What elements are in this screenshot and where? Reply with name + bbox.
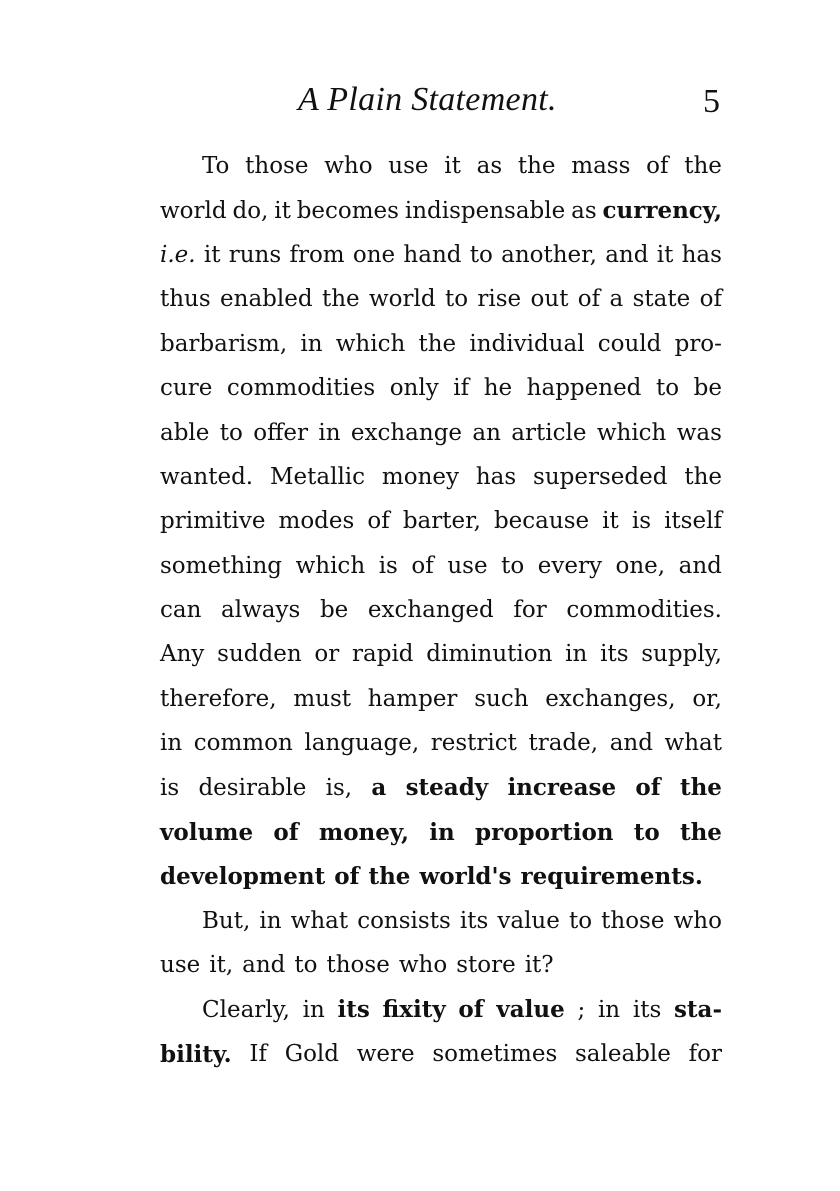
word: in (318, 419, 341, 446)
word: runs (228, 241, 282, 268)
word: because (493, 508, 590, 535)
word: Clearly, (202, 996, 290, 1023)
word: indispensable (404, 197, 566, 224)
word: could (597, 330, 662, 357)
word: But, (202, 907, 251, 934)
body-text (160, 144, 722, 1076)
word: rapid (352, 641, 414, 668)
word: it (274, 197, 291, 224)
word: those (601, 907, 665, 934)
word: has (475, 463, 517, 490)
word: proportion (475, 818, 614, 846)
word: of (577, 286, 601, 313)
word: happened (526, 375, 642, 402)
word: i.e. (160, 241, 196, 268)
word: exchanges, (545, 685, 676, 712)
word: of (458, 996, 484, 1024)
word: one, (615, 552, 666, 579)
word: primitive (160, 508, 266, 535)
word: do, (232, 197, 269, 224)
word: If (249, 1041, 267, 1067)
word: those (326, 952, 390, 979)
word: and (605, 241, 649, 268)
word: of (334, 862, 360, 890)
word: exchanged (367, 597, 494, 624)
word: it? (524, 952, 554, 979)
word: or (314, 641, 340, 668)
text-line (160, 233, 722, 277)
word: its (632, 996, 662, 1023)
word: its (600, 641, 629, 668)
word: every (537, 552, 602, 579)
word: out (530, 286, 569, 313)
word: sometimes (432, 1041, 558, 1067)
word: who (324, 153, 373, 180)
word: value (496, 996, 565, 1024)
word: currency, (602, 197, 722, 225)
word: becomes (296, 197, 399, 224)
text-line (160, 322, 722, 366)
word: of (635, 774, 661, 802)
word: as (476, 153, 503, 180)
text-line (160, 366, 722, 410)
word: who (673, 907, 722, 934)
word: saleable (574, 1041, 671, 1067)
word: language, (304, 730, 420, 757)
word: to (444, 286, 469, 313)
word: cure (160, 375, 213, 402)
word: barter, (402, 508, 481, 535)
word: in (302, 996, 325, 1023)
word: another, (501, 241, 597, 268)
word: as (571, 197, 597, 224)
word: requirements. (520, 862, 703, 890)
word: for (688, 1041, 722, 1067)
running-head-title: A Plain Statement. (298, 81, 557, 118)
word: offer (253, 419, 309, 446)
word: one (352, 241, 396, 268)
text-line (160, 810, 722, 854)
text-line (160, 721, 722, 765)
word: its (459, 907, 489, 934)
text-line (160, 188, 722, 232)
word: of (699, 286, 722, 313)
word: and (242, 952, 286, 979)
word: enabled (220, 286, 313, 313)
word: if (453, 375, 470, 402)
text-line (160, 987, 722, 1031)
word: who (398, 952, 448, 979)
word: to (219, 419, 243, 446)
word: what (290, 907, 349, 934)
word: in (429, 818, 455, 846)
word: in (259, 907, 282, 934)
text-line (160, 899, 722, 943)
word: world (368, 286, 436, 313)
word: wanted. (160, 463, 254, 490)
word: therefore, (160, 685, 277, 712)
word: to (501, 552, 525, 579)
word: the (684, 153, 722, 180)
text-line (160, 854, 722, 898)
word: from (289, 241, 345, 268)
running-head (160, 78, 720, 128)
text-line (160, 544, 722, 588)
word: barbarism, (160, 330, 288, 357)
text-line (160, 144, 722, 188)
word: the (321, 286, 360, 313)
word: the (679, 774, 722, 802)
word: the (418, 330, 457, 357)
word: for (513, 597, 547, 624)
word: commodities. (566, 597, 722, 624)
word: of (367, 508, 390, 535)
word: the (368, 862, 411, 890)
text-line (160, 632, 722, 676)
word: hand (403, 241, 462, 268)
word: in (565, 641, 588, 668)
word: desirable (198, 774, 307, 801)
word: or, (692, 685, 722, 712)
word: it (444, 153, 461, 180)
word: bility. (160, 1040, 232, 1068)
word: To (202, 153, 230, 180)
word: which (596, 419, 667, 446)
word: trade, (528, 730, 599, 757)
word: be (693, 375, 722, 402)
word: Metallic (269, 463, 366, 490)
word: volume (160, 818, 254, 846)
word: the (517, 153, 556, 180)
word: it (203, 241, 221, 268)
word: is (160, 774, 180, 801)
text-line (160, 455, 722, 499)
word: supply, (641, 641, 722, 668)
word: he (483, 375, 513, 402)
word: to (655, 375, 680, 402)
word: the (684, 463, 722, 490)
word: to (294, 952, 318, 979)
word: consists (357, 907, 451, 934)
word: is (631, 508, 652, 535)
word: hamper (367, 685, 458, 712)
word: and (609, 730, 653, 757)
word: only (389, 375, 439, 402)
word: must (293, 685, 351, 712)
word: is, (325, 774, 353, 801)
word: pro- (674, 330, 722, 357)
word: use (160, 952, 201, 979)
word: Any (160, 641, 205, 668)
word: its (337, 996, 370, 1024)
word: money, (318, 818, 410, 846)
word: was (676, 419, 722, 446)
word: article (511, 419, 587, 446)
word: state (632, 286, 691, 313)
word: to (568, 907, 593, 934)
word: itself (664, 508, 722, 535)
text-line (160, 943, 722, 987)
text-line (160, 410, 722, 454)
text-line (160, 765, 722, 809)
word: of (273, 818, 299, 846)
word: able (160, 419, 210, 446)
word: always (221, 597, 301, 624)
word: common (193, 730, 293, 757)
word: can (160, 597, 202, 624)
word: in (300, 330, 323, 357)
word: it (602, 508, 619, 535)
word: modes (278, 508, 355, 535)
word: to (633, 818, 660, 846)
text-line (160, 677, 722, 721)
word: the (679, 818, 722, 846)
word: it (656, 241, 674, 268)
word: of (411, 552, 434, 579)
word: a (609, 286, 624, 313)
word: of (646, 153, 669, 180)
word: world's (419, 862, 512, 890)
word: commodities (226, 375, 376, 402)
word: diminution (426, 641, 553, 668)
word: sta- (673, 996, 722, 1024)
text-line (160, 1032, 722, 1076)
word: ; (577, 996, 586, 1023)
word: increase (507, 774, 617, 802)
word: superseded (533, 463, 668, 490)
word: fixity (382, 996, 446, 1024)
word: be (319, 597, 349, 624)
word: Gold (284, 1041, 340, 1067)
word: use (388, 153, 429, 180)
word: rise (477, 286, 522, 313)
word: and (678, 552, 722, 579)
word: thus (160, 286, 211, 313)
page-number: 5 (703, 83, 720, 120)
word: store (456, 952, 516, 979)
word: an (472, 419, 501, 446)
word: is (378, 552, 398, 579)
word: money (381, 463, 459, 490)
word: exchange (350, 419, 463, 446)
word: something (160, 552, 283, 579)
word: it, (209, 952, 234, 979)
word: to (469, 241, 493, 268)
word: such (474, 685, 529, 712)
word: individual (469, 330, 585, 357)
word: use (447, 552, 488, 579)
word: value (497, 907, 560, 934)
word: what (664, 730, 722, 757)
word: steady (405, 774, 489, 802)
text-line (160, 277, 722, 321)
word: which (335, 330, 406, 357)
word: were (356, 1041, 415, 1067)
word: has (681, 241, 722, 268)
word: in (597, 996, 621, 1023)
word: world (160, 197, 227, 224)
text-line (160, 499, 722, 543)
text-line (160, 588, 722, 632)
word: sudden (217, 641, 302, 668)
word: those (245, 153, 309, 180)
word: restrict (430, 730, 517, 757)
word: a (371, 774, 387, 802)
word: which (295, 552, 366, 579)
word: mass (571, 153, 631, 180)
word: development (160, 862, 326, 890)
word: in (160, 730, 183, 757)
